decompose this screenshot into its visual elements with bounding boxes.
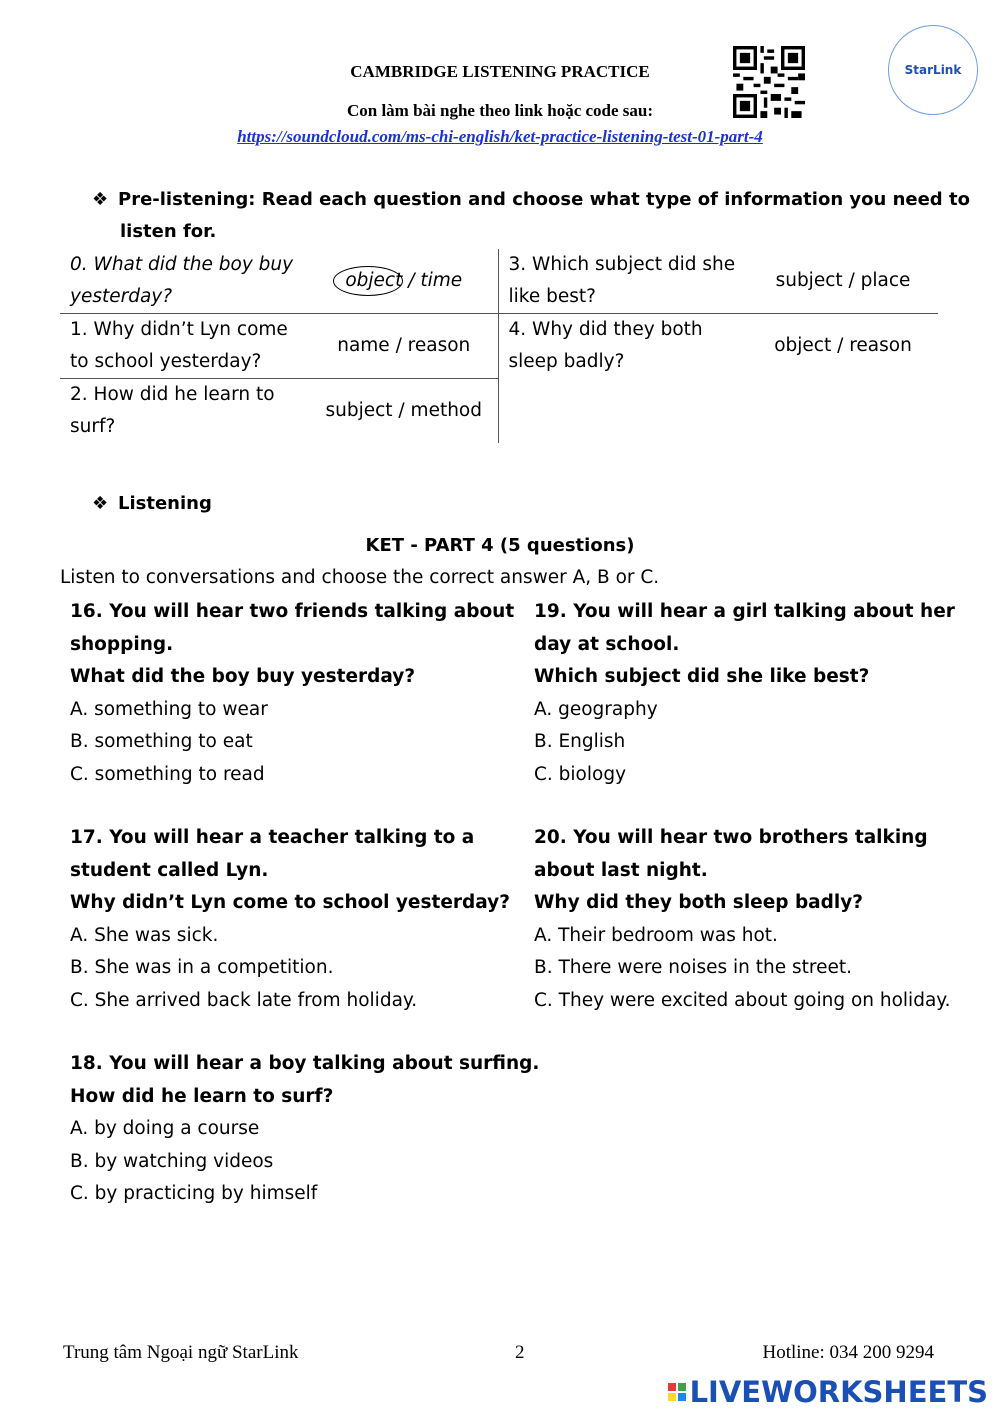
diamond-bullet-icon: ❖ <box>92 189 109 210</box>
answer-circle-mark <box>333 266 403 296</box>
option-a[interactable]: A. Their bedroom was hot. <box>534 924 778 946</box>
question-heading: 18. You will hear a boy talking about surfing. <box>70 1053 540 1074</box>
table-cell <box>498 379 748 444</box>
option-b[interactable]: B. There were noises in the street. <box>534 957 852 978</box>
question-heading: day at school. <box>534 633 680 655</box>
liveworksheets-text: LIVEWORKSHEETS <box>689 1375 988 1409</box>
table-cell: 0. What did the boy buy yesterday? <box>70 254 294 307</box>
option-c[interactable]: C. by practicing by himself <box>70 1183 318 1204</box>
listening-heading: ❖ Listening <box>92 488 212 520</box>
pre-listening-table <box>60 249 938 443</box>
table-cell: 2. How did he learn to surf? <box>60 379 310 444</box>
soundcloud-link[interactable]: https://soundcloud.com/ms-chi-english/ket-practice-listening-test-01-part-4 <box>237 127 763 146</box>
table-cell: object / time <box>310 249 498 314</box>
table-cell <box>748 379 938 444</box>
liveworksheets-blocks-icon <box>668 1383 686 1401</box>
question-20 <box>534 822 950 1017</box>
option-a[interactable]: A. geography <box>534 698 658 720</box>
diamond-bullet-icon: ❖ <box>92 493 109 514</box>
pre-listening-heading-cont: listen for. <box>120 221 217 242</box>
option-c[interactable]: C. something to read <box>70 763 265 785</box>
option-b[interactable]: B. English <box>534 731 626 752</box>
question-heading: 20. You will hear two brothers talking <box>534 827 928 848</box>
footer-center-name: Trung tâm Ngoại ngữ StarLink <box>63 1342 299 1363</box>
page-title: CAMBRIDGE LISTENING PRACTICE <box>350 62 650 81</box>
qr-code-icon <box>733 46 805 118</box>
logo-text: StarLink <box>904 63 962 77</box>
question-heading: 19. You will hear a girl talking about her <box>534 601 955 622</box>
question-19 <box>534 596 955 791</box>
question-16 <box>70 596 514 791</box>
option-c[interactable]: C. She arrived back late from holiday. <box>70 989 418 1011</box>
instruction-subtitle: Con làm bài nghe theo link hoặc code sau: <box>346 101 654 120</box>
table-cell: name / reason <box>310 314 498 379</box>
question-text: How did he learn to surf? <box>70 1085 334 1107</box>
question-heading: about last night. <box>534 859 708 881</box>
table-row <box>60 314 938 379</box>
table-cell: subject / place <box>775 270 911 291</box>
footer-hotline: Hotline: 034 200 9294 <box>762 1342 934 1363</box>
option-a[interactable]: A. She was sick. <box>70 924 219 946</box>
question-heading: 16. You will hear two friends talking about <box>70 601 515 622</box>
table-cell: subject / method <box>310 379 498 444</box>
table-row <box>60 379 938 444</box>
table-cell: 3. Which subject did she like best? <box>508 254 736 307</box>
option-b[interactable]: B. by watching videos <box>70 1150 274 1172</box>
question-heading: student called Lyn. <box>70 859 269 881</box>
option-b[interactable]: B. something to eat <box>70 731 253 752</box>
table-cell: 4. Why did they both sleep badly? <box>498 314 748 379</box>
question-text: Why didn’t Lyn come to school yesterday? <box>70 892 510 913</box>
pre-listening-heading: ❖ Pre-listening: Read each question and choose what type of information you need to <box>92 184 970 216</box>
part-title: KET - PART 4 (5 questions) <box>365 535 635 556</box>
instructions: Listen to conversations and choose the correct answer A, B or C. <box>60 567 660 588</box>
starlink-logo <box>888 25 978 115</box>
question-text: Which subject did she like best? <box>534 666 870 687</box>
question-heading: shopping. <box>70 633 174 655</box>
table-cell: 1. Why didn’t Lyn come to school yesterday? <box>60 314 310 379</box>
question-17 <box>70 822 510 1017</box>
page-number: 2 <box>515 1342 525 1363</box>
question-text: Why did they both sleep badly? <box>534 892 864 913</box>
option-c[interactable]: C. They were excited about going on holiday. <box>534 989 951 1011</box>
question-text: What did the boy buy yesterday? <box>70 666 416 687</box>
option-c[interactable]: C. biology <box>534 763 627 785</box>
question-18 <box>70 1048 539 1211</box>
liveworksheets-logo <box>668 1375 988 1409</box>
option-a[interactable]: A. something to wear <box>70 698 268 720</box>
option-a[interactable]: A. by doing a course <box>70 1118 260 1139</box>
question-heading: 17. You will hear a teacher talking to a <box>70 827 475 848</box>
table-cell: object / reason <box>748 314 938 379</box>
table-row <box>60 249 938 314</box>
option-b[interactable]: B. She was in a competition. <box>70 957 334 978</box>
